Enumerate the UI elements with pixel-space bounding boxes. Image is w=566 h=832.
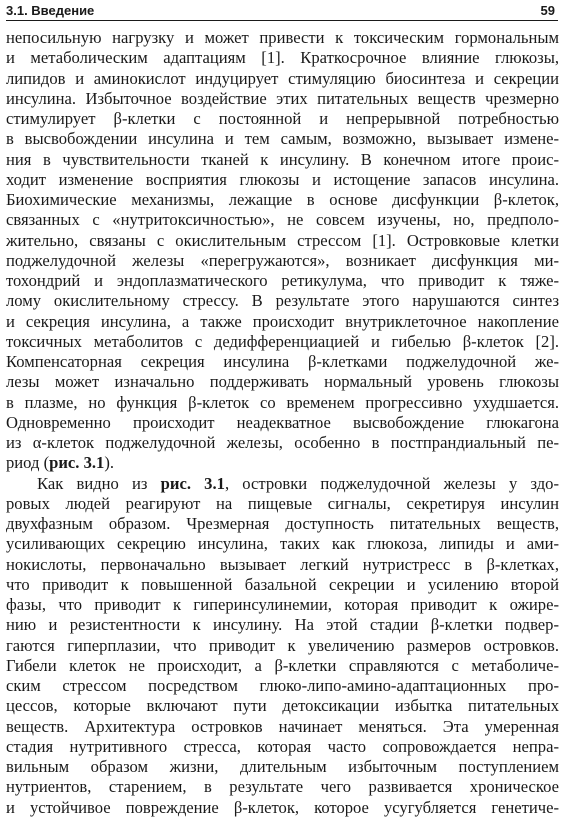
text-line: жительно, связаны с окислительным стрессом [1]. Островковые клетки	[6, 230, 559, 250]
text-line: из α-клеток поджелудочной железы, особенно в постпрандиальный пе-	[6, 433, 559, 452]
text-line: стимулирует β-клетки с постоянной и непрерывной потребностью	[6, 109, 559, 128]
text-line: ровых людей реагируют на пищевые сигналы, секретируя инсулин	[6, 493, 559, 513]
figure-reference: рис. 3.1	[49, 453, 105, 473]
text-run: Как видно из	[37, 473, 161, 493]
body-text	[6, 28, 559, 818]
text-line: в высвобождении инсулина и тем самым, возможно, вызывает измене-	[6, 129, 559, 149]
text-line: Одновременно происходит неадекватное высвобождение глюкагона	[6, 412, 559, 432]
text-line: стадия нутритивного стресса, которая часто сопровождается непра-	[6, 736, 559, 756]
text-line: веществ. Архитектура островков начинает меняться. Эта умеренная	[6, 716, 559, 736]
text-line: ским стрессом посредством глюко-липо-амино-адаптационных про-	[6, 676, 559, 695]
text-line: Гибели клеток не происходит, а β-клетки справляются с метаболиче-	[6, 655, 559, 675]
text-line: и секреция инсулина, а также происходит внутриклеточное накопление	[6, 311, 559, 331]
text-run: , островки поджелудочной железы у здо-	[224, 473, 559, 493]
header-rule	[6, 20, 558, 21]
text-line: что приводит к повышенной базальной секреции и усилению второй	[6, 574, 559, 594]
text-line: и устойчивое повреждение β-клеток, которое усугубляется генетиче-	[6, 797, 559, 817]
text-line: в плазме, но функция β-клеток со временем прогрессивно ухудшается.	[6, 392, 559, 412]
running-head	[6, 3, 555, 19]
text-line: тохондрий и эндоплазматического ретикулума, что приводит к тяже-	[6, 271, 559, 290]
paragraph-end-line	[6, 453, 559, 473]
text-line: фазы, что приводит к гиперинсулинемии, которая приводит к ожире-	[6, 595, 559, 614]
page-number: 59	[540, 3, 555, 18]
text-line: цессов, которые включают пути детоксикации избытка питательных	[6, 696, 559, 716]
text-line: и метаболическим адаптациям [1]. Краткосрочное влияние глюкозы,	[6, 48, 559, 68]
text-line: инсулина. Избыточное воздействие этих питательных веществ чрезмерно	[6, 88, 559, 108]
text-line: лому окислительному стрессу. В результате этого нарушаются синтез	[6, 291, 559, 311]
text-line: Компенсаторная секреция инсулина β-клетками поджелудочной же-	[6, 352, 559, 371]
text-line: нокислоты, первоначально вызывает легкий нутристресс в β-клетках,	[6, 554, 559, 574]
text-line: усиливающих секрецию инсулина, таких как глюкоза, липиды и ами-	[6, 534, 559, 554]
text-line: гаются гиперплазии, что приводит к увеличению размеров островков.	[6, 635, 559, 655]
text-line: ния в чувствительности тканей к инсулину. В конечном итоге проис-	[6, 149, 559, 169]
text-line: Биохимические механизмы, лежащие в основе дисфункции β-клеток,	[6, 190, 559, 209]
section-title: 3.1. Введение	[6, 3, 95, 18]
text-line: липидов и аминокислот индуцирует стимуляцию биосинтеза и секреции	[6, 68, 559, 88]
text-line: связанных с «нутритоксичностью», не совсем изучены, но, предполо-	[6, 210, 559, 230]
text-line: лезы может изначально поддерживать нормальный уровень глюкозы	[6, 372, 559, 392]
text-line: нутриентов, старением, в результате чего развивается хроническое	[6, 777, 559, 797]
text-line: нию и резистентности к инсулину. На этой стадии β-клетки подвер-	[6, 615, 559, 635]
paragraph-start-line	[6, 474, 559, 494]
text-run: риод (	[6, 453, 50, 473]
text-line: ходит изменение восприятия глюкозы и истощение запасов инсулина.	[6, 169, 559, 189]
text-run: ).	[104, 453, 115, 473]
text-line: вильным образом жизни, длительным избыточным поступлением	[6, 757, 559, 776]
text-line: поджелудочной железы «перегружаются», возникает дисфункция ми-	[6, 250, 559, 270]
figure-reference: рис. 3.1	[160, 473, 225, 493]
text-line: двухфазным образом. Чрезмерная доступность питательных веществ,	[6, 514, 559, 533]
text-line: токсичных метаболитов с дедифференциацией и гибелью β-клеток [2].	[6, 331, 559, 351]
text-line: непосильную нагрузку и может привести к токсическим гормональным	[6, 28, 559, 47]
